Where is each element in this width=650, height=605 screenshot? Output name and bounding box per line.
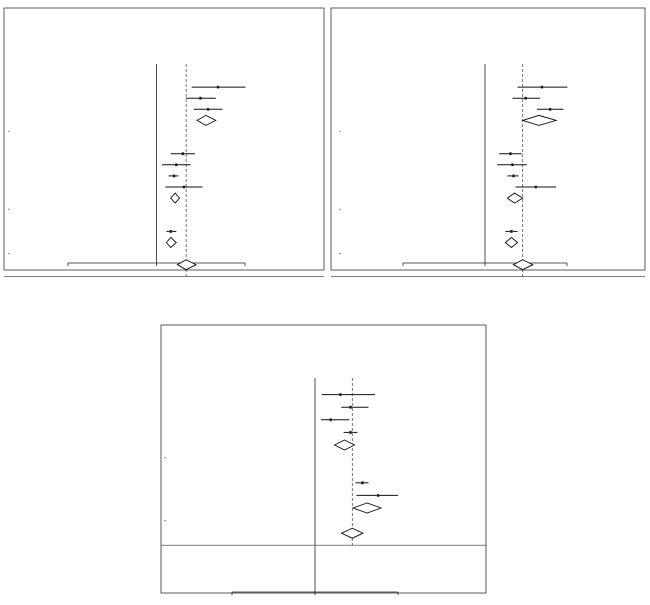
point-estimate: [509, 152, 512, 155]
point-estimate: [175, 164, 178, 167]
panel-frame: [4, 8, 324, 270]
point-estimate: [349, 431, 352, 434]
forest-panel-b: [331, 8, 645, 277]
panel-frame: [161, 325, 486, 593]
point-estimate: [183, 186, 186, 189]
point-estimate: [524, 97, 527, 100]
row-spacer-dot: [339, 209, 340, 210]
subtotal-diamond: [523, 115, 557, 125]
point-estimate: [512, 175, 515, 178]
row-spacer-dot: [339, 253, 340, 254]
row-spacer-dot: [164, 520, 165, 521]
point-estimate: [339, 393, 342, 396]
point-estimate: [182, 152, 185, 155]
forest-panel-a: [4, 8, 324, 277]
point-estimate: [207, 108, 210, 111]
subtotal-diamond: [505, 238, 517, 248]
subtotal-diamond: [197, 115, 216, 125]
subtotal-diamond: [353, 503, 381, 513]
subtotal-diamond: [166, 238, 176, 248]
overall-diamond: [513, 260, 532, 270]
point-estimate: [199, 97, 202, 100]
row-spacer-dot: [8, 131, 9, 132]
subtotal-diamond: [507, 193, 522, 203]
point-estimate: [329, 419, 332, 422]
panel-frame: [331, 8, 645, 270]
subtotal-diamond: [335, 440, 355, 450]
overall-diamond: [342, 528, 363, 538]
point-estimate: [217, 86, 220, 89]
point-estimate: [510, 230, 513, 233]
point-estimate: [173, 175, 176, 178]
point-estimate: [377, 494, 380, 497]
forest-panel-c: [161, 325, 486, 595]
row-spacer-dot: [8, 209, 9, 210]
point-estimate: [349, 406, 352, 409]
point-estimate: [549, 108, 552, 111]
point-estimate: [535, 186, 538, 189]
point-estimate: [169, 230, 172, 233]
row-spacer-dot: [8, 253, 9, 254]
point-estimate: [541, 86, 544, 89]
row-spacer-dot: [164, 457, 165, 458]
point-estimate: [361, 482, 364, 485]
overall-diamond: [177, 260, 196, 270]
row-spacer-dot: [339, 131, 340, 132]
point-estimate: [511, 164, 514, 167]
subtotal-diamond: [171, 193, 180, 203]
